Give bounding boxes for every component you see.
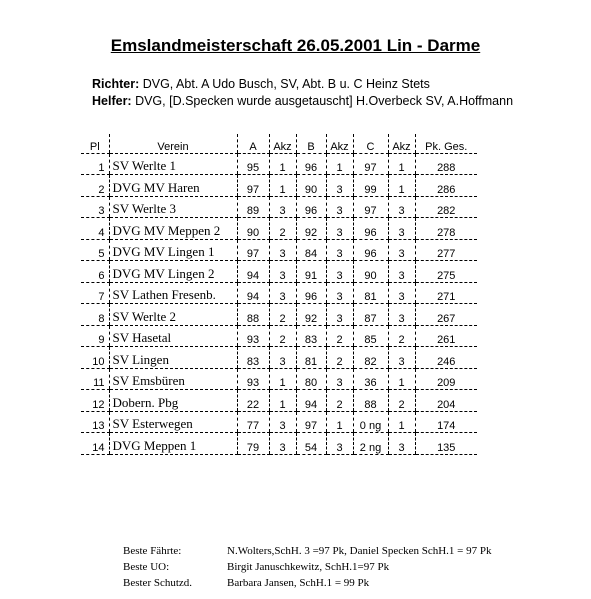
table-row: [81, 390, 477, 412]
cell-akz-a: 3: [269, 347, 296, 369]
cell-a: 95: [237, 153, 269, 175]
cell-c: 96: [353, 218, 388, 240]
cell-a: 90: [237, 218, 269, 240]
table-row: [81, 261, 477, 283]
cell-c: 99: [353, 175, 388, 197]
cell-a: 97: [237, 239, 269, 261]
cell-c: 0 ng: [353, 411, 388, 433]
cell-place: 6: [81, 261, 109, 283]
cell-place: 5: [81, 239, 109, 261]
cell-b: 92: [296, 218, 326, 240]
cell-akz-a: 1: [269, 175, 296, 197]
cell-club: DVG Meppen 1: [109, 433, 237, 455]
cell-club: SV Werlte 1: [109, 153, 237, 175]
cell-b: 81: [296, 347, 326, 369]
cell-c: 82: [353, 347, 388, 369]
cell-a: 94: [237, 261, 269, 283]
cell-c: 90: [353, 261, 388, 283]
footer-line: [123, 561, 389, 573]
cell-b: 54: [296, 433, 326, 455]
cell-c: 88: [353, 390, 388, 412]
cell-c: 87: [353, 304, 388, 326]
cell-c: 96: [353, 239, 388, 261]
header-akz-c: Akz: [388, 134, 415, 153]
cell-club: SV Esterwegen: [109, 411, 237, 433]
cell-c: 36: [353, 368, 388, 390]
cell-club: SV Hasetal: [109, 325, 237, 347]
table-row: [81, 175, 477, 197]
footer-line: [123, 545, 492, 557]
cell-akz-c: 2: [388, 390, 415, 412]
cell-total: 261: [415, 325, 477, 347]
cell-total: 275: [415, 261, 477, 283]
cell-club: DVG MV Haren: [109, 175, 237, 197]
cell-a: 97: [237, 175, 269, 197]
table-row: [81, 368, 477, 390]
cell-place: 1: [81, 153, 109, 175]
table-row: [81, 411, 477, 433]
cell-akz-b: 1: [326, 411, 353, 433]
page-title: Emslandmeisterschaft 26.05.2001 Lin - Darme: [110, 36, 481, 55]
cell-a: 88: [237, 304, 269, 326]
cell-club: SV Lingen: [109, 347, 237, 369]
footer-value: Birgit Januschkewitz, SchH.1=97 Pk: [227, 561, 390, 573]
table-row: [81, 433, 477, 455]
cell-akz-a: 3: [269, 239, 296, 261]
cell-b: 84: [296, 239, 326, 261]
cell-akz-a: 2: [269, 304, 296, 326]
footer-value: Barbara Jansen, SchH.1 = 99 Pk: [227, 577, 370, 589]
table-row: [81, 282, 477, 304]
cell-c: 2 ng: [353, 433, 388, 455]
results-table: [81, 134, 477, 455]
cell-club: SV Lathen Fresenb.: [109, 282, 237, 304]
cell-akz-b: 3: [326, 304, 353, 326]
cell-akz-c: 3: [388, 304, 415, 326]
cell-total: 267: [415, 304, 477, 326]
cell-a: 93: [237, 368, 269, 390]
cell-total: 174: [415, 411, 477, 433]
cell-a: 77: [237, 411, 269, 433]
header-akz-a: Akz: [269, 134, 296, 153]
cell-c: 81: [353, 282, 388, 304]
table-row: [81, 153, 477, 175]
cell-b: 96: [296, 196, 326, 218]
cell-akz-c: 3: [388, 347, 415, 369]
cell-akz-a: 3: [269, 411, 296, 433]
table-row: [81, 325, 477, 347]
cell-b: 80: [296, 368, 326, 390]
cell-club: DVG MV Lingen 2: [109, 261, 237, 283]
table-row: [81, 304, 477, 326]
judges-label: Richter:: [92, 77, 140, 91]
cell-total: 278: [415, 218, 477, 240]
header-total: Pk. Ges.: [415, 134, 477, 153]
cell-akz-b: 3: [326, 282, 353, 304]
cell-a: 89: [237, 196, 269, 218]
cell-akz-b: 3: [326, 368, 353, 390]
cell-total: 204: [415, 390, 477, 412]
header-club: Verein: [109, 134, 237, 153]
cell-place: 3: [81, 196, 109, 218]
cell-akz-b: 3: [326, 196, 353, 218]
judges-line: [92, 77, 430, 91]
helpers-text: DVG, [D.Specken wurde ausgetauscht] H.Overbeck SV, A.Hoffmann: [131, 94, 514, 108]
footer-label: Beste UO:: [123, 561, 170, 573]
judges-text: DVG, Abt. A Udo Busch, SV, Abt. B u. C Heinz Stets: [139, 77, 430, 91]
cell-b: 83: [296, 325, 326, 347]
cell-club: SV Werlte 3: [109, 196, 237, 218]
cell-total: 277: [415, 239, 477, 261]
cell-akz-b: 3: [326, 239, 353, 261]
cell-akz-c: 1: [388, 153, 415, 175]
cell-b: 97: [296, 411, 326, 433]
cell-akz-c: 3: [388, 282, 415, 304]
header-akz-b: Akz: [326, 134, 353, 153]
cell-a: 93: [237, 325, 269, 347]
cell-b: 96: [296, 153, 326, 175]
cell-place: 11: [81, 368, 109, 390]
cell-akz-c: 2: [388, 325, 415, 347]
cell-akz-b: 3: [326, 261, 353, 283]
cell-a: 22: [237, 390, 269, 412]
cell-akz-c: 3: [388, 218, 415, 240]
table-row: [81, 239, 477, 261]
cell-a: 83: [237, 347, 269, 369]
cell-total: 286: [415, 175, 477, 197]
header-c: C: [353, 134, 388, 153]
cell-b: 91: [296, 261, 326, 283]
cell-akz-b: 2: [326, 390, 353, 412]
cell-club: SV Werlte 2: [109, 304, 237, 326]
cell-akz-a: 3: [269, 196, 296, 218]
cell-akz-c: 3: [388, 196, 415, 218]
helpers-label: Helfer:: [92, 94, 132, 108]
cell-akz-a: 1: [269, 153, 296, 175]
cell-akz-a: 3: [269, 433, 296, 455]
cell-place: 12: [81, 390, 109, 412]
cell-club: DVG MV Meppen 2: [109, 218, 237, 240]
cell-club: DVG MV Lingen 1: [109, 239, 237, 261]
cell-b: 90: [296, 175, 326, 197]
cell-akz-b: 3: [326, 218, 353, 240]
footer-label: Bester Schutzd.: [123, 577, 193, 589]
cell-place: 10: [81, 347, 109, 369]
cell-total: 271: [415, 282, 477, 304]
cell-a: 79: [237, 433, 269, 455]
cell-akz-a: 1: [269, 368, 296, 390]
table-header-row: [81, 134, 477, 153]
cell-akz-b: 3: [326, 175, 353, 197]
cell-a: 94: [237, 282, 269, 304]
cell-place: 9: [81, 325, 109, 347]
cell-c: 85: [353, 325, 388, 347]
cell-c: 97: [353, 153, 388, 175]
cell-akz-b: 2: [326, 325, 353, 347]
cell-akz-c: 1: [388, 175, 415, 197]
table-row: [81, 218, 477, 240]
cell-c: 97: [353, 196, 388, 218]
footer-value: N.Wolters,SchH. 3 =97 Pk, Daniel Specken SchH.1 = 97 Pk: [227, 545, 492, 557]
cell-akz-c: 3: [388, 433, 415, 455]
cell-akz-b: 1: [326, 153, 353, 175]
footer-line: [123, 577, 369, 589]
cell-club: Dobern. Pbg: [109, 390, 237, 412]
cell-akz-c: 1: [388, 368, 415, 390]
cell-akz-c: 3: [388, 239, 415, 261]
table-row: [81, 347, 477, 369]
cell-total: 288: [415, 153, 477, 175]
cell-akz-a: 1: [269, 390, 296, 412]
helpers-line: [92, 94, 513, 108]
cell-b: 96: [296, 282, 326, 304]
header-a: A: [237, 134, 269, 153]
cell-akz-a: 2: [269, 325, 296, 347]
cell-total: 282: [415, 196, 477, 218]
table-row: [81, 196, 477, 218]
cell-club: SV Emsbüren: [109, 368, 237, 390]
cell-b: 92: [296, 304, 326, 326]
cell-place: 4: [81, 218, 109, 240]
cell-akz-a: 3: [269, 282, 296, 304]
cell-total: 246: [415, 347, 477, 369]
cell-akz-a: 3: [269, 261, 296, 283]
footer-label: Beste Fährte:: [123, 545, 182, 557]
cell-place: 7: [81, 282, 109, 304]
cell-place: 2: [81, 175, 109, 197]
cell-b: 94: [296, 390, 326, 412]
cell-total: 135: [415, 433, 477, 455]
cell-place: 14: [81, 433, 109, 455]
cell-place: 8: [81, 304, 109, 326]
cell-total: 209: [415, 368, 477, 390]
header-b: B: [296, 134, 326, 153]
cell-akz-b: 2: [326, 347, 353, 369]
cell-akz-a: 2: [269, 218, 296, 240]
cell-akz-c: 3: [388, 261, 415, 283]
cell-place: 13: [81, 411, 109, 433]
cell-akz-c: 1: [388, 411, 415, 433]
cell-akz-b: 3: [326, 433, 353, 455]
header-place: Pl: [81, 134, 109, 153]
